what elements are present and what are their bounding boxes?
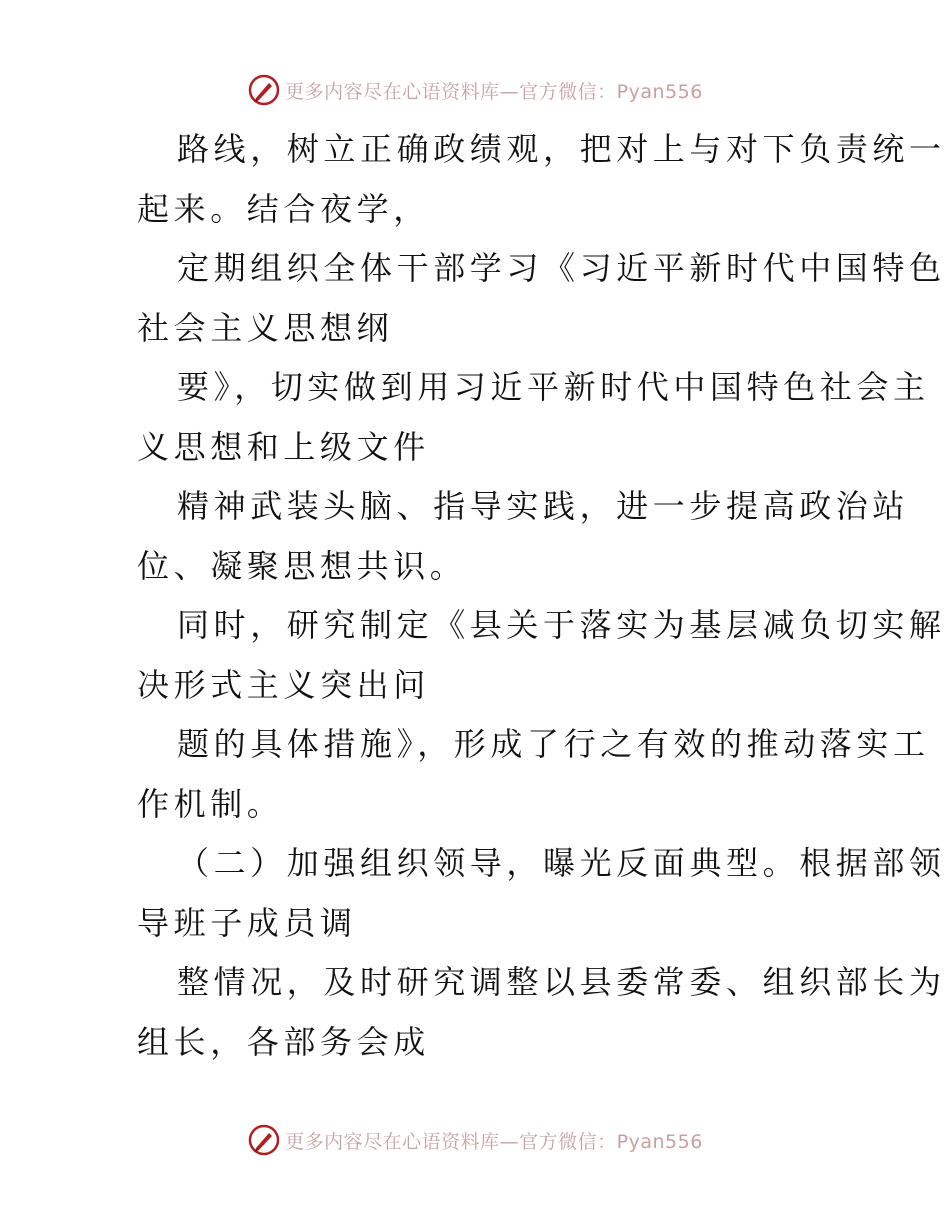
paragraph-line: 起来。结合夜学， bbox=[137, 189, 430, 228]
paragraph-line: 题的具体措施》，形成了行之有效的推动落实工 bbox=[177, 725, 930, 763]
paragraph-line: 义思想和上级文件 bbox=[137, 427, 430, 466]
paragraph-line: 导班子成员调 bbox=[137, 903, 357, 942]
paragraph-2 bbox=[97, 239, 946, 358]
paragraph-3 bbox=[97, 358, 930, 477]
paragraph-7 bbox=[97, 834, 946, 953]
paragraph-8 bbox=[97, 953, 946, 1072]
paragraph-line: （二）加强组织领导，曝光反面典型。根据部领 bbox=[177, 844, 946, 882]
paragraph-4 bbox=[97, 477, 910, 596]
paragraph-line: 社会主义思想纲 bbox=[137, 308, 394, 347]
header-banner bbox=[0, 72, 950, 108]
footer-banner-text: 更多内容尽在心语资料库—官方微信：Pyan556 bbox=[285, 1130, 703, 1153]
paragraph-line: 要》，切实做到用习近平新时代中国特色社会主 bbox=[177, 368, 930, 406]
paragraph-line: 作机制。 bbox=[137, 784, 284, 823]
footer-banner bbox=[0, 1122, 950, 1158]
header-banner-text: 更多内容尽在心语资料库—官方微信：Pyan556 bbox=[285, 80, 703, 103]
paragraph-line: 整情况，及时研究调整以县委常委、组织部长为 bbox=[177, 963, 946, 1001]
paragraph-line: 定期组织全体干部学习《习近平新时代中国特色 bbox=[177, 249, 946, 287]
paragraph-5 bbox=[97, 596, 946, 715]
pen-circle-logo-icon bbox=[247, 73, 281, 107]
pen-circle-logo-icon bbox=[247, 1123, 281, 1157]
paragraph-line: 决形式主义突出问 bbox=[137, 665, 430, 704]
paragraph-line: 位、凝聚思想共识。 bbox=[137, 546, 467, 585]
paragraph-line: 组长，各部务会成 bbox=[137, 1022, 430, 1061]
paragraph-line: 路线，树立正确政绩观，把对上与对下负责统一 bbox=[177, 130, 946, 168]
paragraph-1 bbox=[97, 120, 946, 239]
paragraph-6 bbox=[97, 715, 930, 834]
paragraph-line: 同时，研究制定《县关于落实为基层减负切实解 bbox=[177, 606, 946, 644]
paragraph-line: 精神武装头脑、指导实践，进一步提高政治站 bbox=[177, 487, 910, 525]
document-body bbox=[97, 120, 946, 1072]
